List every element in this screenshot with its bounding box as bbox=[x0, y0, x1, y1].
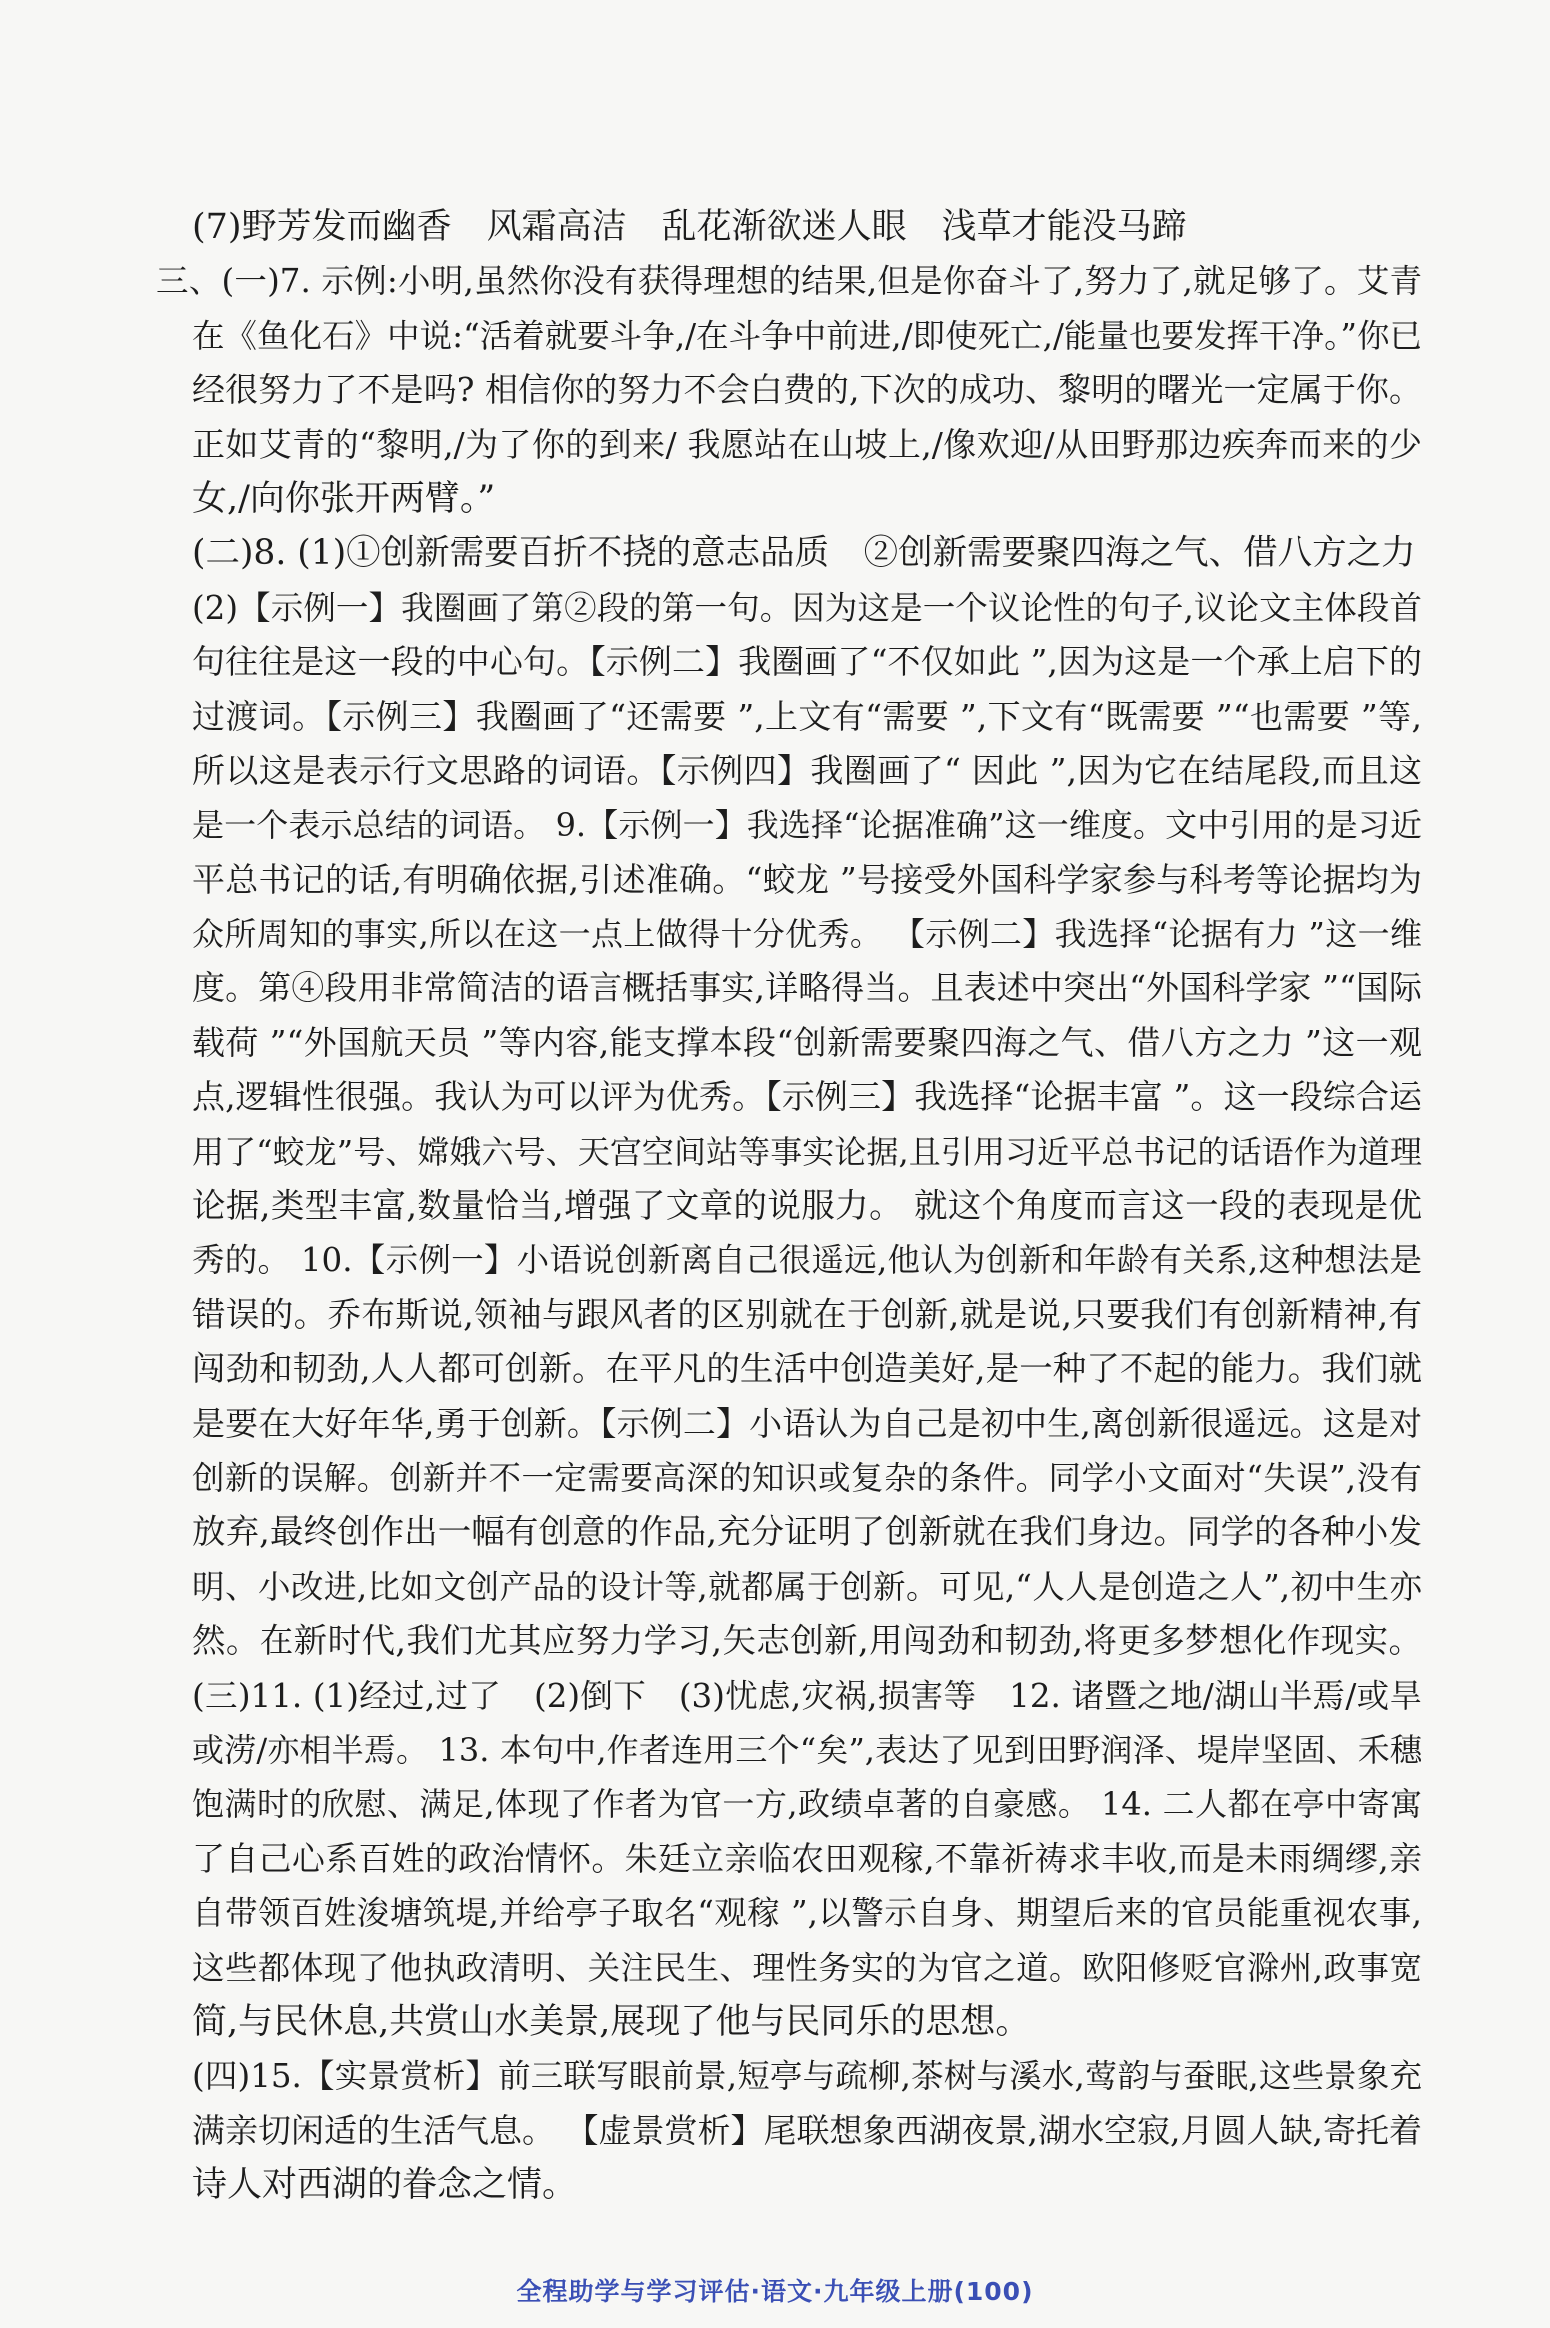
text-line: (2)【示例一】我圈画了第②段的第一句。因为这是一个议论性的句子,议论文主体段首 bbox=[192, 588, 1422, 627]
text-line: 饱满时的欣慰、满足,体现了作者为官一方,政绩卓著的自豪感。 14. 二人都在亭中寄寓 bbox=[192, 1785, 1422, 1824]
text-line: 是一个表示总结的词语。 9.【示例一】我选择“论据准确”这一维度。文中引用的是习近 bbox=[192, 806, 1422, 845]
text-line: 了自己心系百姓的政治情怀。朱廷立亲临农田观稼,不靠祈祷求丰收,而是未雨绸缪,亲 bbox=[192, 1838, 1422, 1878]
text-line: 点,逻辑性很强。我认为可以评为优秀。【示例三】我选择“论据丰富 ”。这一段综合运 bbox=[192, 1077, 1422, 1117]
text-line: 在《鱼化石》中说:“活着就要斗争,/在斗争中前进,/即使死亡,/能量也要发挥干净。”你已 bbox=[192, 316, 1422, 355]
text-line: (二)8. (1)①创新需要百折不挠的意志品质 ②创新需要聚四海之气、借八方之力 bbox=[192, 533, 1416, 574]
text-line: 简,与民休息,共赏山水美景,展现了他与民同乐的思想。 bbox=[192, 2001, 1031, 2042]
text-line: 这些都体现了他执政清明、关注民生、理性务实的为官之道。欧阳修贬官滁州,政事宽 bbox=[192, 1948, 1422, 1987]
text-line: 闯劲和韧劲,人人都可创新。在平凡的生活中创造美好,是一种了不起的能力。我们就 bbox=[192, 1349, 1422, 1389]
text-line: 放弃,最终创作出一幅有创意的作品,充分证明了创新就在我们身边。同学的各种小发 bbox=[192, 1512, 1422, 1552]
text-line: 自带领百姓浚塘筑堤,并给亭子取名“观稼 ”,以警示自身、期望后来的官员能重视农事, bbox=[192, 1894, 1422, 1933]
text-line: 论据,类型丰富,数量恰当,增强了文章的说服力。 就这个角度而言这一段的表现是优 bbox=[192, 1186, 1422, 1226]
text-line: (7)野芳发而幽香 风霜高洁 乱花渐欲迷人眼 浅草才能没马蹄 bbox=[192, 207, 1187, 247]
text-line: 句往往是这一段的中心句。【示例二】我圈画了“不仅如此 ”,因为这是一个承上启下的 bbox=[192, 642, 1422, 682]
text-line: 创新的误解。创新并不一定需要高深的知识或复杂的条件。同学小文面对“失误”,没有 bbox=[192, 1458, 1422, 1497]
text-line: 诗人对西湖的眷念之情。 bbox=[192, 2165, 578, 2206]
text-line: 度。第④段用非常简洁的语言概括事实,详略得当。且表述中突出“外国科学家 ”“国际 bbox=[192, 968, 1422, 1008]
page-footer: 全程助学与学习评估·语文·九年级上册(100) bbox=[516, 2277, 1034, 2306]
text-line: 三、(一)7. 示例:小明,虽然你没有获得理想的结果,但是你奋斗了,努力了,就足够了。艾青 bbox=[156, 262, 1422, 301]
text-line: 过渡词。【示例三】我圈画了“还需要 ”,上文有“需要 ”,下文有“既需要 ”“也需要 ”等, bbox=[192, 696, 1422, 736]
text-line: 是要在大好年华,勇于创新。【示例二】小语认为自己是初中生,离创新很遥远。这是对 bbox=[192, 1403, 1422, 1443]
text-line: 经很努力了不是吗? 相信你的努力不会白费的,下次的成功、黎明的曙光一定属于你。 bbox=[192, 370, 1422, 410]
text-line: 或涝/亦相半焉。 13. 本句中,作者连用三个“矣”,表达了见到田野润泽、堤岸坚固、禾穗 bbox=[192, 1730, 1422, 1769]
text-line: 错误的。乔布斯说,领袖与跟风者的区别就在于创新,就是说,只要我们有创新精神,有 bbox=[192, 1294, 1422, 1334]
text-line: 正如艾青的“黎明,/为了你的到来/ 我愿站在山坡上,/像欢迎/从田野那边疾奔而来的少 bbox=[192, 424, 1422, 464]
text-line: 女,/向你张开两臂。” bbox=[192, 478, 496, 519]
text-line: (三)11. (1)经过,过了 (2)倒下 (3)忧虑,灾祸,损害等 12. 诸暨之地/湖山半焉/或旱 bbox=[192, 1676, 1422, 1715]
text-line: 平总书记的话,有明确依据,引述准确。“蛟龙 ”号接受外国科学家参与科考等论据均为 bbox=[192, 859, 1422, 899]
text-line: 载荷 ”“外国航天员 ”等内容,能支撑本段“创新需要聚四海之气、借八方之力 ”这一观 bbox=[192, 1022, 1422, 1062]
text-line: 然。在新时代,我们尤其应努力学习,矢志创新,用闯劲和韧劲,将更多梦想化作现实。 bbox=[192, 1621, 1422, 1661]
text-line: 众所周知的事实,所以在这一点上做得十分优秀。 【示例二】我选择“论据有力 ”这一维 bbox=[192, 915, 1422, 954]
answer-text-block bbox=[156, 200, 1422, 2212]
text-line: 秀的。 10.【示例一】小语说创新离自己很遥远,他认为创新和年龄有关系,这种想法是 bbox=[192, 1241, 1422, 1280]
text-line: (四)15.【实景赏析】前三联写眼前景,短亭与疏柳,茶树与溪水,莺韵与蚕眠,这些景象充 bbox=[192, 2057, 1422, 2096]
text-line: 用了“蛟龙”号、嫦娥六号、天宫空间站等事实论据,且引用习近平总书记的话语作为道理 bbox=[192, 1132, 1422, 1171]
text-line: 明、小改进,比如文创产品的设计等,就都属于创新。可见,“人人是创造之人”,初中生亦 bbox=[192, 1567, 1422, 1606]
text-line: 满亲切闲适的生活气息。 【虚景赏析】尾联想象西湖夜景,湖水空寂,月圆人缺,寄托着 bbox=[192, 2110, 1422, 2150]
text-line: 所以这是表示行文思路的词语。【示例四】我圈画了“ 因此 ”,因为它在结尾段,而且这 bbox=[192, 750, 1422, 790]
